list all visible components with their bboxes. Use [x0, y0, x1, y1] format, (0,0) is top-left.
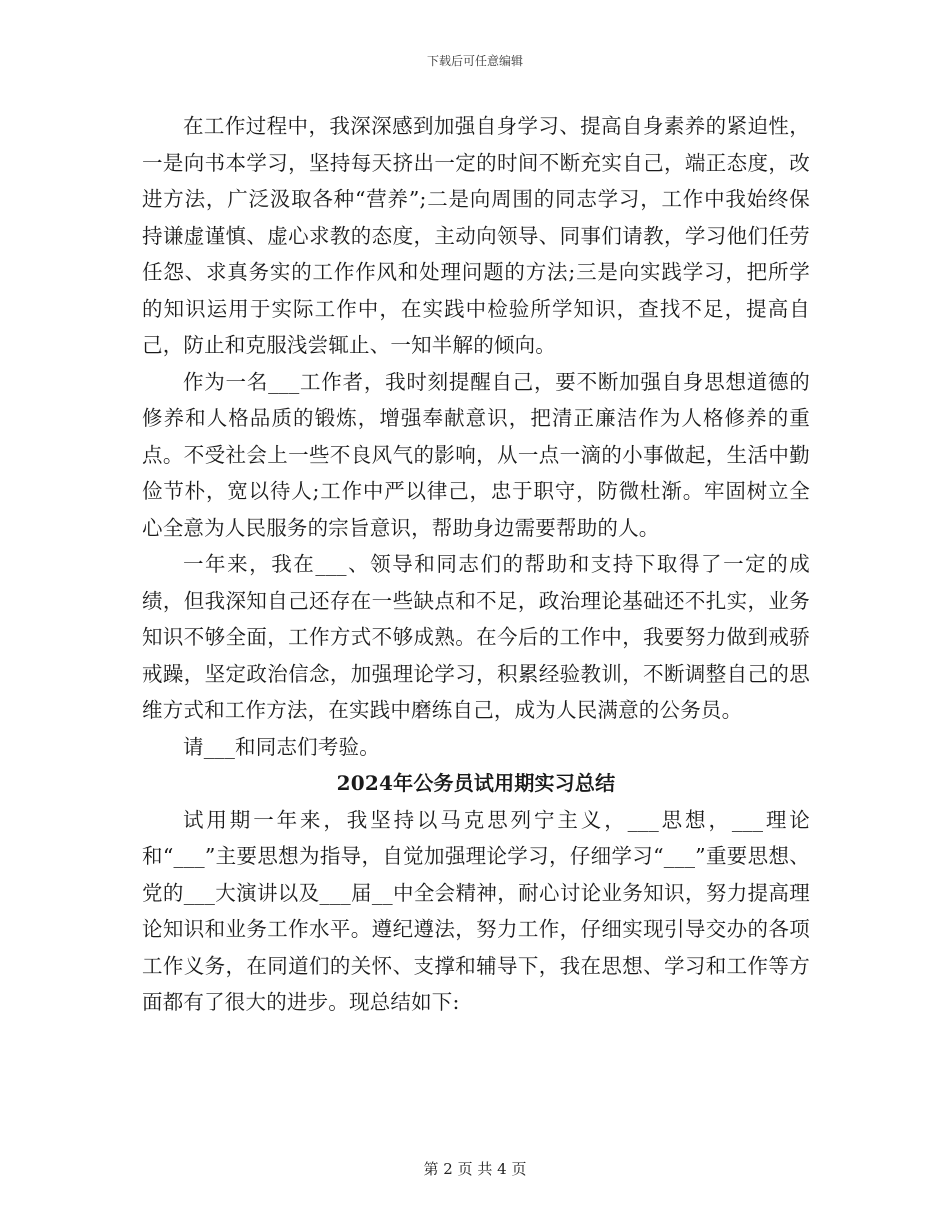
paragraph-request: 请___和同志们考验。 — [183, 734, 380, 759]
paragraph-study: 在工作过程中，我深深感到加强自身学习、提高自身素养的紧迫性，一是向书本学习，坚持每天挤出一定的时间不断充实自己，端正态度，改进方法，广泛汲取各种“营养”;二是向周围的同志学习，工作中我始终保持谦虚谨慎、虚心求教的态度，主动向领导、同事们请教，学习他们任劳任怨、求真务实的工作作风和处理问题的方法;三是向实践学习，把所学的知识运用于实际工作中，在实践中检验所学知识，查找不足，提高自己，防止和克服浅尝辄止、一知半解的倾向。 — [142, 114, 810, 357]
document-body — [142, 108, 810, 1021]
page-footer: 第 2 页 共 4 页 — [423, 1160, 527, 1178]
page-header: 下载后可任意编辑 — [426, 54, 523, 68]
section-title: 2024年公务员试用期实习总结 — [336, 771, 616, 795]
paragraph-probation-summary: 试用期一年来，我坚持以马克思列宁主义，___思想，___理论和“___”主要思想为指导，自觉加强理论学习，仔细学习“___”重要思想、党的___大演讲以及___届__中全会精神，耐心讨论业务知识，努力提高理论知识和业务工作水平。遵纪遵法，努力工作，仔细实现引导交办的各项工作义务，在同道们的关怀、支撑和辅导下，我在思想、学习和工作等方面都有了很大的进步。现总结如下: — [142, 807, 810, 1014]
paragraph-year-review: 一年来，我在___、领导和同志们的帮助和支持下取得了一定的成绩，但我深知自己还存在一些缺点和不足，政治理论基础还不扎实，业务知识不够全面，工作方式不够成熟。在今后的工作中，我要努力做到戒骄戒躁，坚定政治信念，加强理论学习，积累经验教训，不断调整自己的思维方式和工作方法，在实践中磨练自己，成为人民满意的公务员。 — [142, 552, 810, 722]
paragraph-morality: 作为一名___工作者，我时刻提醒自己，要不断加强自身思想道德的修养和人格品质的锻炼，增强奉献意识，把清正廉洁作为人格修养的重点。不受社会上一些不良风气的影响，从一点一滴的小事做起，生活中勤俭节朴，宽以待人;工作中严以律己，忠于职守，防微杜渐。牢固树立全心全意为人民服务的宗旨意识，帮助身边需要帮助的人。 — [142, 369, 810, 540]
